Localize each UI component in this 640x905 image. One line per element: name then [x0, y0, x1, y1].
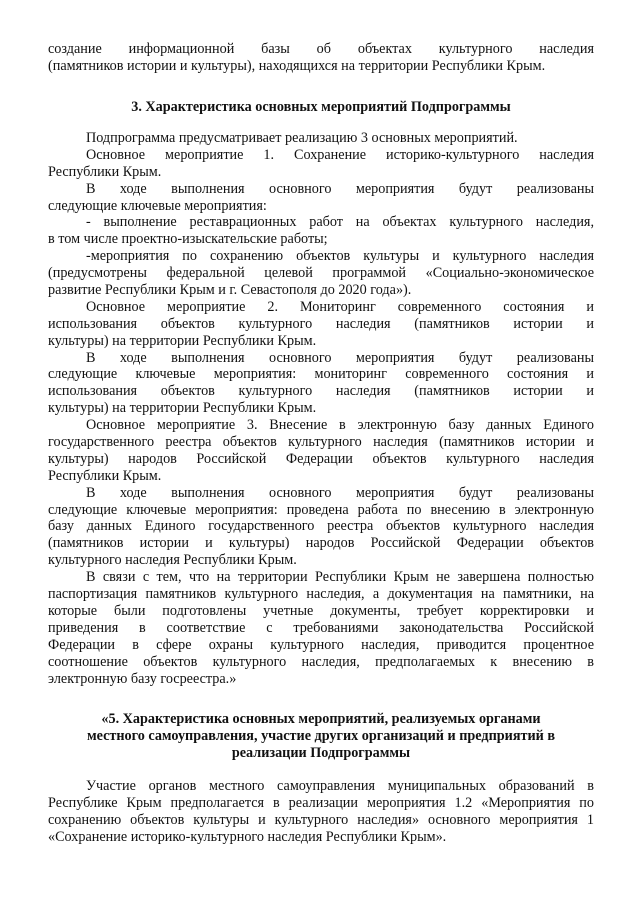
- text-line: В ходе выполнения основного мероприятия будут реализованы: [86, 484, 594, 501]
- text-line: - выполнение реставрационных работ на объектах культурного наследия,: [86, 214, 594, 231]
- intro-paragraph: [48, 41, 594, 75]
- text-line: Подпрограмма предусматривает реализацию 3 основных мероприятий.: [86, 130, 518, 146]
- text-line: приведения в соответствие с требованиями законодательства Российской: [48, 619, 594, 636]
- text-line: В ходе выполнения основного мероприятия будут реализованы: [86, 349, 594, 366]
- section-5-body: [48, 778, 594, 846]
- section-3-body: [48, 130, 594, 687]
- section-5-heading: [48, 711, 594, 762]
- text-line: Республики Крым.: [48, 467, 162, 484]
- text-line: «Сохранение историко-культурного наследия Республики Крым».: [48, 828, 447, 845]
- text-line: создание информационной базы об объектах культурного наследия: [48, 41, 594, 57]
- heading-line: местного самоуправления, участие других организаций и предприятий в: [86, 727, 556, 744]
- heading-line: 3. Характеристика основных мероприятий Подпрограммы: [131, 99, 511, 115]
- text-line: следующие ключевые мероприятия: мониторинг современного состояния и: [48, 366, 594, 383]
- text-line: сохранению объектов культуры и культурного наследия» основного мероприятия 1: [48, 811, 594, 828]
- text-line: В ходе выполнения основного мероприятия будут реализованы: [86, 180, 594, 197]
- text-line: базу данных Единого государственного реестра объектов культурного наследия: [48, 518, 594, 535]
- heading-line: «5. Характеристика основных мероприятий, реализуемых органами: [101, 711, 541, 727]
- text-line: использования объектов культурного наследия (памятников истории и: [48, 383, 594, 400]
- text-line: Основное мероприятие 1. Сохранение историко-культурного наследия: [86, 146, 594, 163]
- text-line: (памятников истории и культуры), находящихся на территории Республики Крым.: [48, 57, 546, 74]
- text-line: развитие Республики Крым и г. Севастополя до 2020 года»).: [48, 282, 412, 299]
- text-line: культуры) на территории Республики Крым.: [48, 332, 317, 349]
- text-line: соотношение объектов культурного наследия, предполагаемых к внесению в: [48, 653, 594, 670]
- text-line: Основное мероприятие 2. Мониторинг современного состояния и: [86, 298, 594, 315]
- text-line: использования объектов культурного наследия (памятников истории и: [48, 315, 594, 332]
- text-line: культуры) на территории Республики Крым.: [48, 400, 317, 417]
- text-line: (предусмотрены федеральной целевой программой «Социально-экономическое: [48, 265, 594, 282]
- text-line: в том числе проектно-изыскательские работы;: [48, 231, 328, 248]
- text-line: (памятников истории и культуры) народов Российской Федерации объектов: [48, 535, 594, 552]
- section-3-heading: [48, 99, 594, 116]
- text-line: следующие ключевые мероприятия:: [48, 197, 267, 214]
- heading-line: реализации Подпрограммы: [231, 744, 411, 761]
- text-line: Участие органов местного самоуправления муниципальных образований в: [86, 778, 594, 794]
- text-line: В связи с тем, что на территории Республики Крым не завершена полностью: [86, 569, 594, 586]
- text-line: Основное мероприятие 3. Внесение в электронную базу данных Единого: [86, 417, 594, 434]
- text-line: -мероприятия по сохранению объектов культуры и культурного наследия: [86, 248, 594, 265]
- text-line: Республике Крым предполагается в реализации мероприятия 1.2 «Мероприятия по: [48, 794, 594, 811]
- text-line: Республики Крым.: [48, 163, 162, 180]
- text-line: государственного реестра объектов культурного наследия (памятников истории и: [48, 434, 594, 451]
- text-line: которые были подготовлены учетные документы, требует корректировки и: [48, 602, 594, 619]
- text-line: Федерации в сфере охраны культурного наследия, приводится процентное: [48, 636, 594, 653]
- text-line: следующие ключевые мероприятия: проведена работа по внесению в электронную: [48, 501, 594, 518]
- text-line: паспортизация памятников культурного наследия, а документация на памятники, на: [48, 586, 594, 603]
- text-line: культуры) народов Российской Федерации объектов культурного наследия: [48, 450, 594, 467]
- text-line: культурного наследия Республики Крым.: [48, 552, 297, 569]
- text-line: электронную базу госреестра.»: [48, 670, 237, 687]
